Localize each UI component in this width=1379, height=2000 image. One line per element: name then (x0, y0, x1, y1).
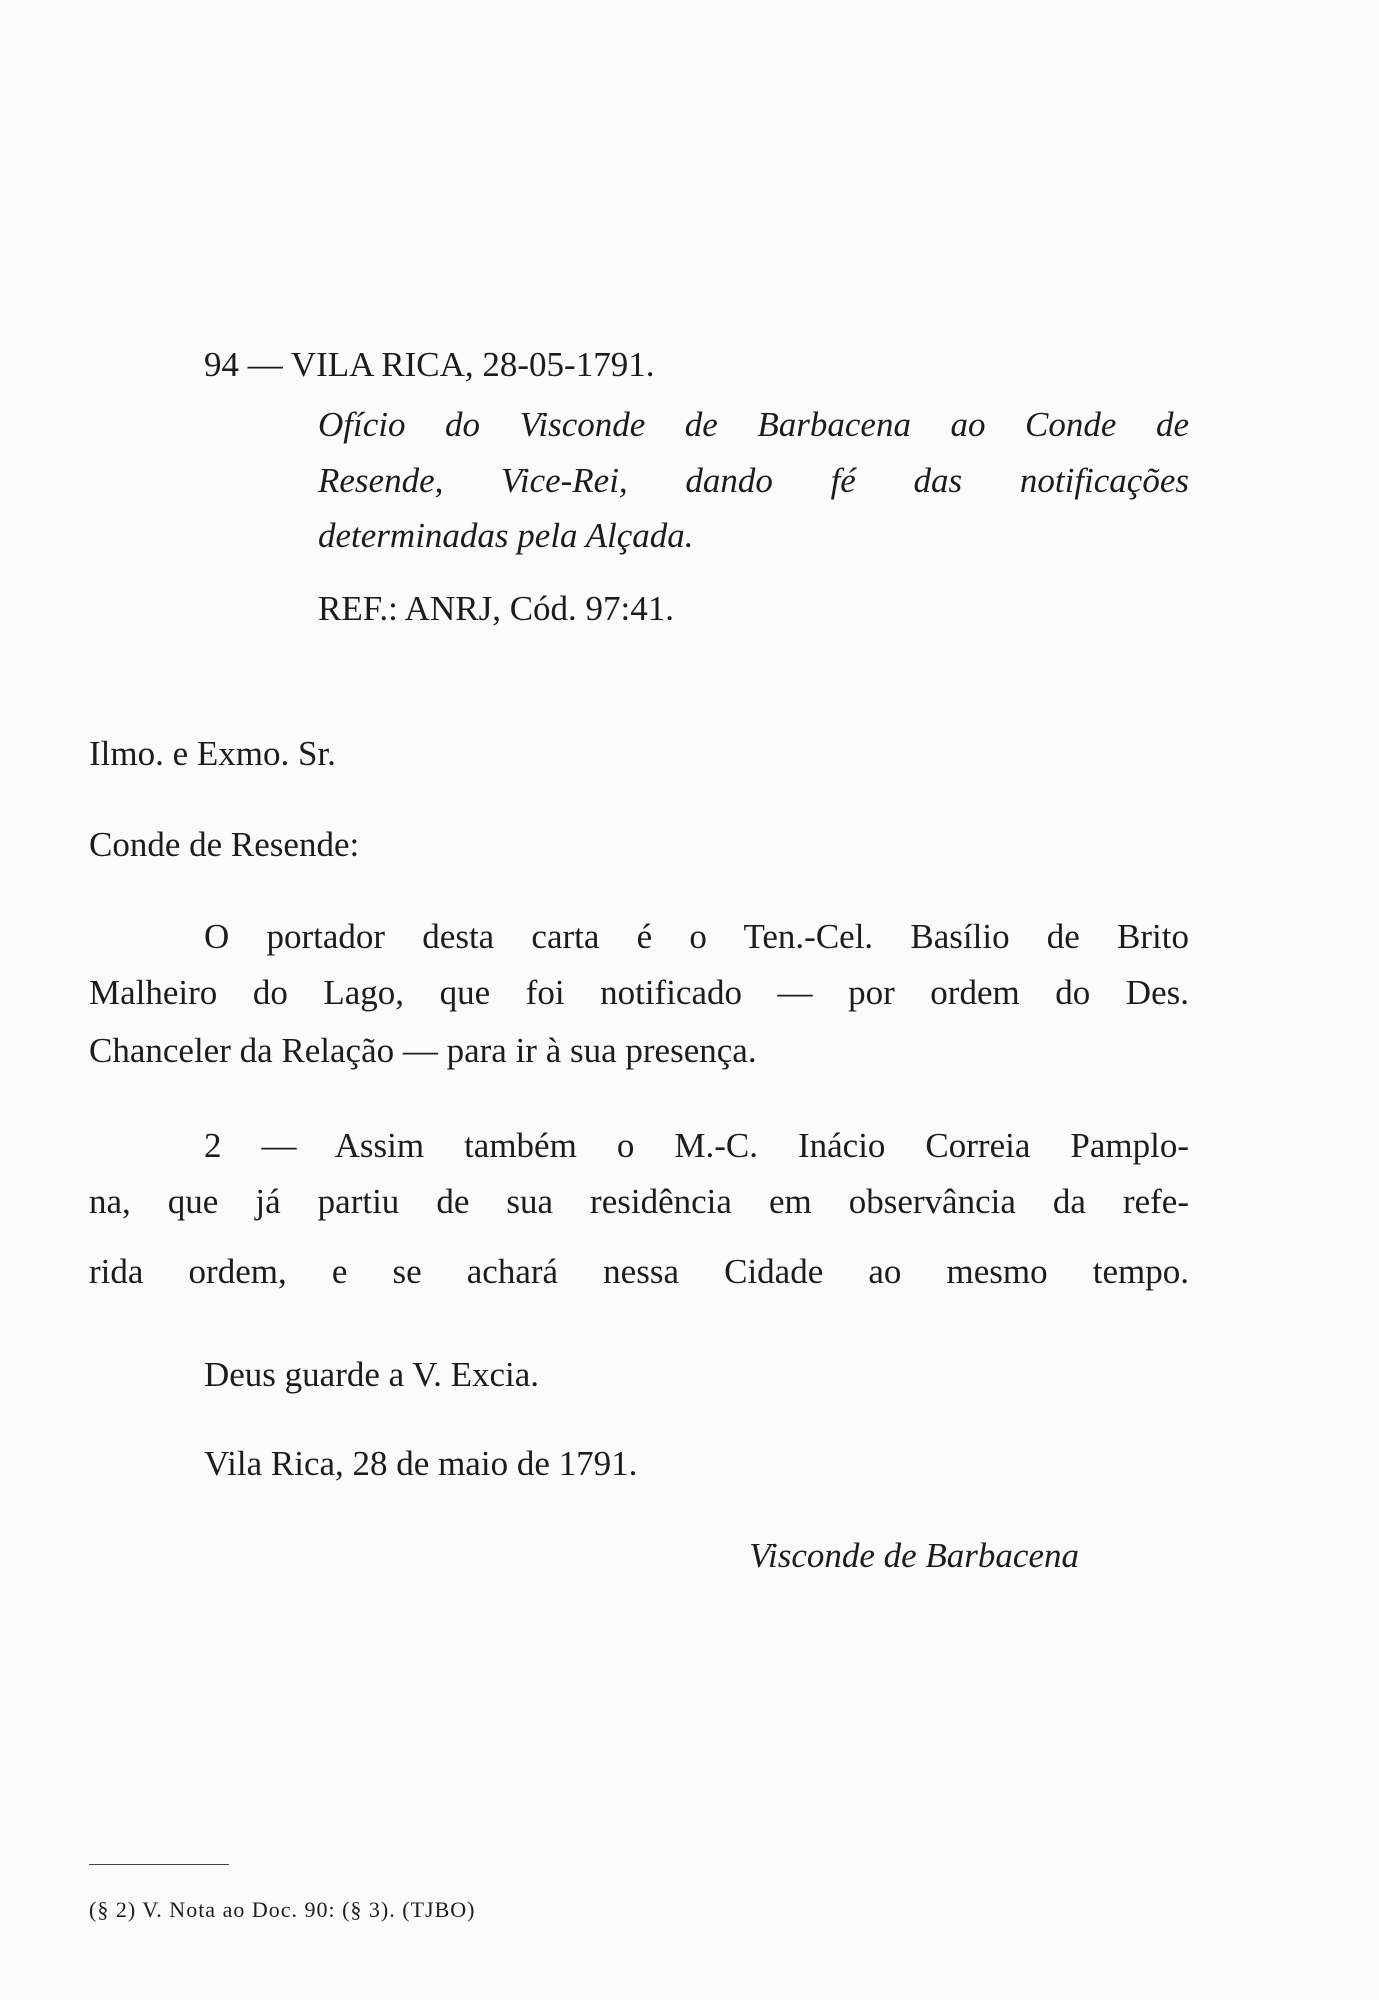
summary-line: Ofício do Visconde de Barbacena ao Conde de (318, 405, 1189, 444)
place-date: Vila Rica, 28 de maio de 1791. (204, 1444, 638, 1483)
salutation-line: Conde de Resende: (89, 825, 360, 864)
footnote-rule (89, 1864, 229, 1865)
summary-line: determinadas pela Alçada. (318, 516, 694, 555)
paragraph-line: Malheiro do Lago, que foi notificado — por ordem do Des. (89, 973, 1189, 1012)
reference: REF.: ANRJ, Cód. 97:41. (318, 589, 675, 628)
paragraph-line: rida ordem, e se achará nessa Cidade ao mesmo tempo. (89, 1252, 1189, 1291)
paragraph-line: O portador desta carta é o Ten.-Cel. Basílio de Brito (204, 917, 1189, 956)
salutation-line: Ilmo. e Exmo. Sr. (89, 734, 336, 773)
summary-line: Resende, Vice-Rei, dando fé das notificações (318, 461, 1189, 500)
paragraph-line: Chanceler da Relação — para ir à sua presença. (89, 1031, 757, 1070)
footnote: (§ 2) V. Nota ao Doc. 90: (§ 3). (TJBO) (89, 1897, 476, 1922)
closing: Deus guarde a V. Excia. (204, 1355, 539, 1394)
paragraph-line: 2 — Assim também o M.-C. Inácio Correia Pamplo- (204, 1126, 1189, 1165)
signature: Visconde de Barbacena (749, 1536, 1079, 1575)
paragraph-line: na, que já partiu de sua residência em observância da refe- (89, 1182, 1189, 1221)
document-heading: 94 — VILA RICA, 28-05-1791. (204, 345, 655, 384)
